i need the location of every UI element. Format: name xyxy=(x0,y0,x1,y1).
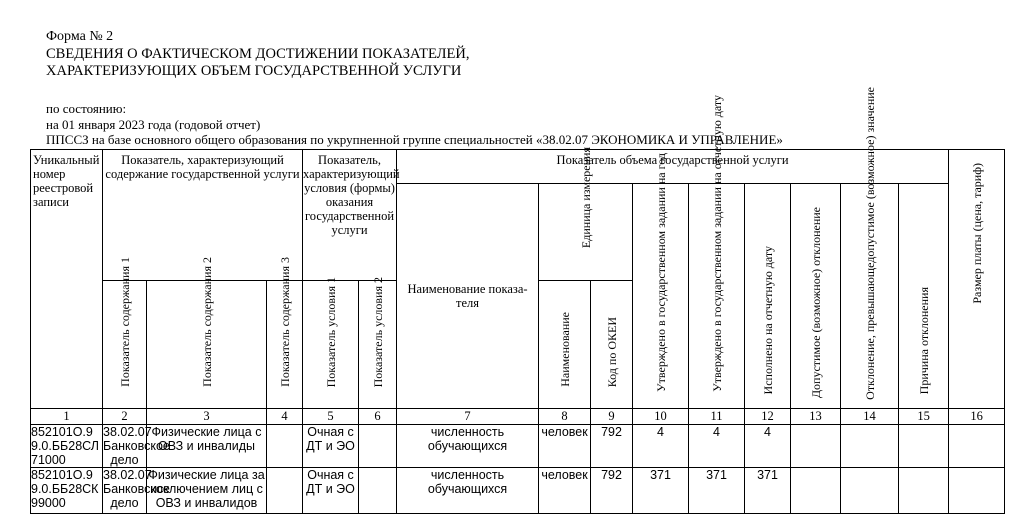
as-of-label: по состоянию: xyxy=(46,101,127,116)
table-row xyxy=(31,425,1005,468)
column-number: 15 xyxy=(899,409,949,425)
cell-cond2 xyxy=(359,468,397,514)
cell-exceed xyxy=(841,468,899,514)
header-content2: Показатель содержания 2 xyxy=(147,281,267,409)
header-done: Исполнено на отчетную дату xyxy=(745,184,791,409)
column-number: 10 xyxy=(633,409,689,425)
cell-indicator: численность обучающихся xyxy=(397,468,539,514)
column-number: 9 xyxy=(591,409,633,425)
report-title-line2: ХАРАКТЕРИЗУЮЩИХ ОБЪЕМ ГОСУДАРСТВЕННОЙ УСЛУГИ xyxy=(46,63,462,79)
column-number: 2 xyxy=(103,409,147,425)
table-row xyxy=(31,468,1005,514)
cell-cond1: Очная с ДТ и ЭО xyxy=(303,468,359,514)
cell-allowed xyxy=(791,468,841,514)
column-number: 12 xyxy=(745,409,791,425)
report-date: на 01 января 2023 года (годовой отчет) xyxy=(46,117,261,132)
cell-reason xyxy=(899,468,949,514)
header-unit-name: Наименование xyxy=(539,281,591,409)
header-fee: Размер платы (цена, тариф) xyxy=(949,150,1005,409)
program-line: ППССЗ на базе основного общего образования по укрупненной группе специальностей «38.02.07 ЭКОНОМИКА И УПРАВЛЕНИЕ» xyxy=(46,132,783,147)
cell-approved-year: 371 xyxy=(633,468,689,514)
cell-content1: 38.02.07 Банковское дело xyxy=(103,425,170,467)
header-exceed: Отклонение, превышающедопустимое (возможное) значение xyxy=(841,184,899,409)
column-number: 5 xyxy=(303,409,359,425)
cell-okei: 792 xyxy=(591,468,633,514)
cell-unit: человек xyxy=(539,468,591,514)
cell-done: 4 xyxy=(745,425,791,468)
cell-code: 852101О.99.0.ББ28СЛ71000 xyxy=(31,425,103,468)
cell-fee xyxy=(949,425,1005,468)
cell-content2: Физические лица с ОВЗ и инвалиды xyxy=(147,425,267,468)
cell-content1: 38.02.07 Банковское дело xyxy=(103,468,147,514)
column-number: 4 xyxy=(267,409,303,425)
cell-fee xyxy=(949,468,1005,514)
column-number: 16 xyxy=(949,409,1005,425)
header-cond1: Показатель условия 1 xyxy=(303,281,359,409)
header-condition-group: Показатель, характеризующий условия (формы) оказания государственной услуги xyxy=(303,150,397,281)
cell-reason xyxy=(899,425,949,468)
cell-approved-date: 371 xyxy=(689,468,745,514)
header-approved-year: Утверждено в государственном задании на год xyxy=(633,184,689,409)
header-okei: Код по ОКЕИ xyxy=(591,281,633,409)
cell-indicator: численность обучающихся xyxy=(397,425,539,468)
header-cond2: Показатель условия 2 xyxy=(359,281,397,409)
cell-done: 371 xyxy=(745,468,791,514)
column-number: 7 xyxy=(397,409,539,425)
header-content3: Показатель содержания 3 xyxy=(267,281,303,409)
header-approved-date: Утверждено в государственном задании на отчетную дату xyxy=(689,184,745,409)
column-number: 14 xyxy=(841,409,899,425)
header-allowed: Допустимое (возможное) отклонение xyxy=(791,184,841,409)
column-number: 6 xyxy=(359,409,397,425)
cell-okei: 792 xyxy=(591,425,633,468)
column-number: 3 xyxy=(147,409,267,425)
report-title-line1: СВЕДЕНИЯ О ФАКТИЧЕСКОМ ДОСТИЖЕНИИ ПОКАЗАТЕЛЕЙ, xyxy=(46,46,470,62)
header-content-group: Показатель, характеризующий содержание государственной услуги xyxy=(103,150,303,281)
cell-approved-year: 4 xyxy=(633,425,689,468)
form-number: Форма № 2 xyxy=(46,29,114,44)
column-number: 11 xyxy=(689,409,745,425)
column-number: 8 xyxy=(539,409,591,425)
header-volume-group: Показатель объема государственной услуги xyxy=(397,150,949,184)
column-number: 1 xyxy=(31,409,103,425)
header-content1: Показатель содержания 1 xyxy=(103,281,147,409)
header-unit-group: Единица измерения xyxy=(539,184,633,281)
header-indicator-name: Наименование показа-теля xyxy=(397,184,539,409)
cell-cond1: Очная с ДТ и ЭО xyxy=(303,425,359,468)
cell-content2: Физические лица за исключением лиц с ОВЗ и инвалидов xyxy=(147,468,267,514)
column-number: 13 xyxy=(791,409,841,425)
cell-approved-date: 4 xyxy=(689,425,745,468)
header-unique-number: Уникальный номер реестровой записи xyxy=(31,150,103,409)
cell-allowed xyxy=(791,425,841,468)
header-reason: Причина отклонения xyxy=(899,184,949,409)
cell-code: 852101О.99.0.ББ28СК99000 xyxy=(31,468,103,514)
cell-cond2 xyxy=(359,425,397,468)
column-numbers-row xyxy=(31,409,1005,425)
cell-content3 xyxy=(267,468,303,514)
cell-exceed xyxy=(841,425,899,468)
cell-content3 xyxy=(267,425,303,468)
cell-unit: человек xyxy=(539,425,591,468)
